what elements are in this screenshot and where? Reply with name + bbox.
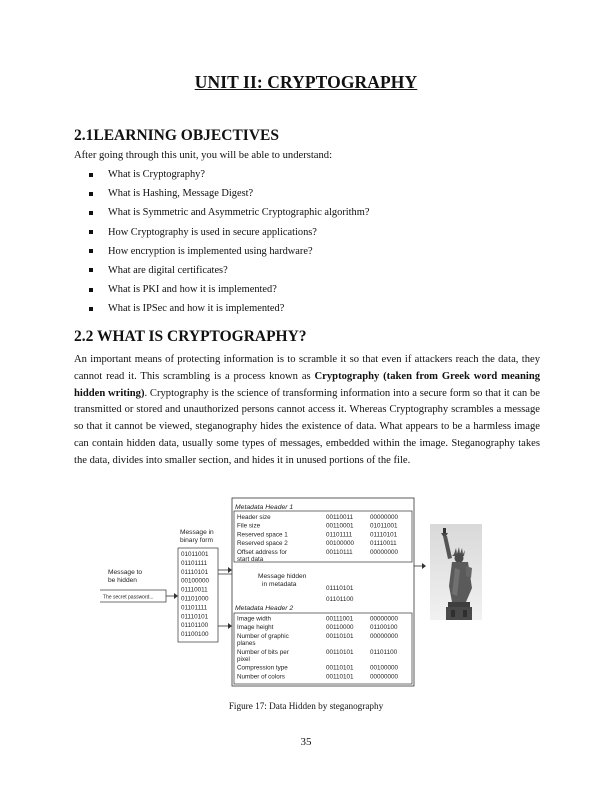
row-label: start data <box>237 556 264 563</box>
list-item: How encryption is implemented using hardware? <box>74 245 369 264</box>
row-label: pixel <box>237 656 250 663</box>
binary-values <box>181 551 210 638</box>
list-item: What is IPSec and how it is implemented? <box>74 302 369 321</box>
row-label: Header size <box>237 514 271 521</box>
row-label: Reserved space 1 <box>237 531 288 539</box>
steganography-figure <box>100 496 540 692</box>
row-label: Number of colors <box>237 673 285 681</box>
body-paragraph <box>74 352 540 470</box>
row-value: 01011001 <box>370 522 398 530</box>
row-value: 01100100 <box>370 624 398 632</box>
binary-value: 01100100 <box>181 631 209 639</box>
objectives-heading: 2.1LEARNING OBJECTIVES <box>74 127 279 144</box>
row-value: 00110101 <box>326 664 354 672</box>
row-label: Compression type <box>237 664 288 672</box>
binary-value: 01101000 <box>181 595 209 603</box>
arrow-head <box>228 623 232 629</box>
row-label: Number of bits per <box>237 648 289 656</box>
row-value: 00000000 <box>370 673 399 681</box>
hidden-label: in metadata <box>262 581 297 588</box>
unit-title: UNIT II: CRYPTOGRAPHY <box>194 72 418 92</box>
row-value: 00111001 <box>326 615 354 623</box>
row-value: 00110101 <box>326 673 354 681</box>
row-value: 01110011 <box>370 540 397 548</box>
page-number: 35 <box>300 736 312 748</box>
section-heading: 2.2 WHAT IS CRYPTOGRAPHY? <box>74 328 307 345</box>
list-item: What are digital certificates? <box>74 264 369 283</box>
objectives-list <box>74 168 369 322</box>
paragraph-text: . Cryptography is the science of transforming information into a secure form so that it can be transmitted or stored and unauthorized persons cannot access it. Whereas Cryptography scrambles a message so that it cannot be viewed, steganography hides the existence of data. What appears to be a harmless image can contain hidden data, usually some types of messages, embedded within the image. Steganography takes the data, divides into smaller section, and hides it in unused portions of the file. <box>74 387 540 466</box>
arrow-head <box>422 563 426 569</box>
row-value: 00110001 <box>326 522 354 530</box>
row-label: planes <box>237 640 256 648</box>
row-value: 00110000 <box>326 624 354 632</box>
row-value: 00110111 <box>326 548 353 556</box>
hidden-value: 01110101 <box>326 585 354 592</box>
binary-value: 01110101 <box>181 568 209 576</box>
secret-text: The secret password... <box>103 594 154 601</box>
statue-of-liberty-photo <box>430 524 482 620</box>
objectives-intro: After going through this unit, you will be able to understand: <box>74 150 333 161</box>
row-label: Offset address for <box>237 548 287 556</box>
binary-value: 01101111 <box>181 604 208 612</box>
row-value: 00000000 <box>370 615 399 623</box>
row-value: 00110101 <box>326 648 354 656</box>
list-item: What is Hashing, Message Digest? <box>74 187 369 206</box>
binary-label: Message in <box>180 529 214 536</box>
list-item: What is PKI and how it is implemented? <box>74 283 369 302</box>
hidden-label: Message hidden <box>258 573 307 580</box>
figure-caption: Figure 17: Data Hidden by steganography <box>228 701 384 711</box>
list-item: How Cryptography is used in secure applications? <box>74 226 369 245</box>
row-value: 01101111 <box>326 531 353 539</box>
row-label: File size <box>237 522 261 530</box>
row-value: 00100000 <box>370 664 399 672</box>
list-item: What is Symmetric and Asymmetric Cryptographic algorithm? <box>74 206 369 225</box>
list-item: What is Cryptography? <box>74 168 369 187</box>
binary-value: 01110011 <box>181 586 208 594</box>
row-value: 00110011 <box>326 514 354 521</box>
binary-value: 01110101 <box>181 613 209 621</box>
row-value: 00000000 <box>370 514 399 521</box>
paragraph-text: An important means of protecting information is to scramble it so that even if attackers reach the data, they cannot read it. This scrambling is a process known as <box>74 354 540 382</box>
row-label: Image height <box>237 624 274 632</box>
row-label: Image width <box>237 615 271 623</box>
row-value: 00110101 <box>326 632 354 640</box>
binary-value: 01101111 <box>181 559 208 567</box>
row-label: Reserved space 2 <box>237 540 288 548</box>
row-value: 00000000 <box>370 548 399 556</box>
hidden-value: 01101100 <box>326 596 354 603</box>
arrow-head <box>174 593 178 599</box>
row-label: Number of graphic <box>237 632 289 640</box>
header1-title: Metadata Header 1 <box>235 504 294 511</box>
row-value: 01110101 <box>370 531 398 539</box>
binary-label: binary form <box>180 537 213 544</box>
binary-value: 01011001 <box>181 551 209 558</box>
header2-title: Metadata Header 2 <box>235 605 294 612</box>
binary-value: 01101100 <box>181 622 209 630</box>
message-label: Message to <box>108 569 143 576</box>
paragraph-emphasis: Cryptography (taken from Greek word meaning hidden writing) <box>74 370 541 399</box>
row-value: 00100000 <box>326 540 355 548</box>
arrow-head <box>228 567 232 573</box>
row-value: 00000000 <box>370 632 399 640</box>
row-value: 01101100 <box>370 648 398 656</box>
message-label: be hidden <box>108 577 137 584</box>
binary-value: 00100000 <box>181 577 210 585</box>
